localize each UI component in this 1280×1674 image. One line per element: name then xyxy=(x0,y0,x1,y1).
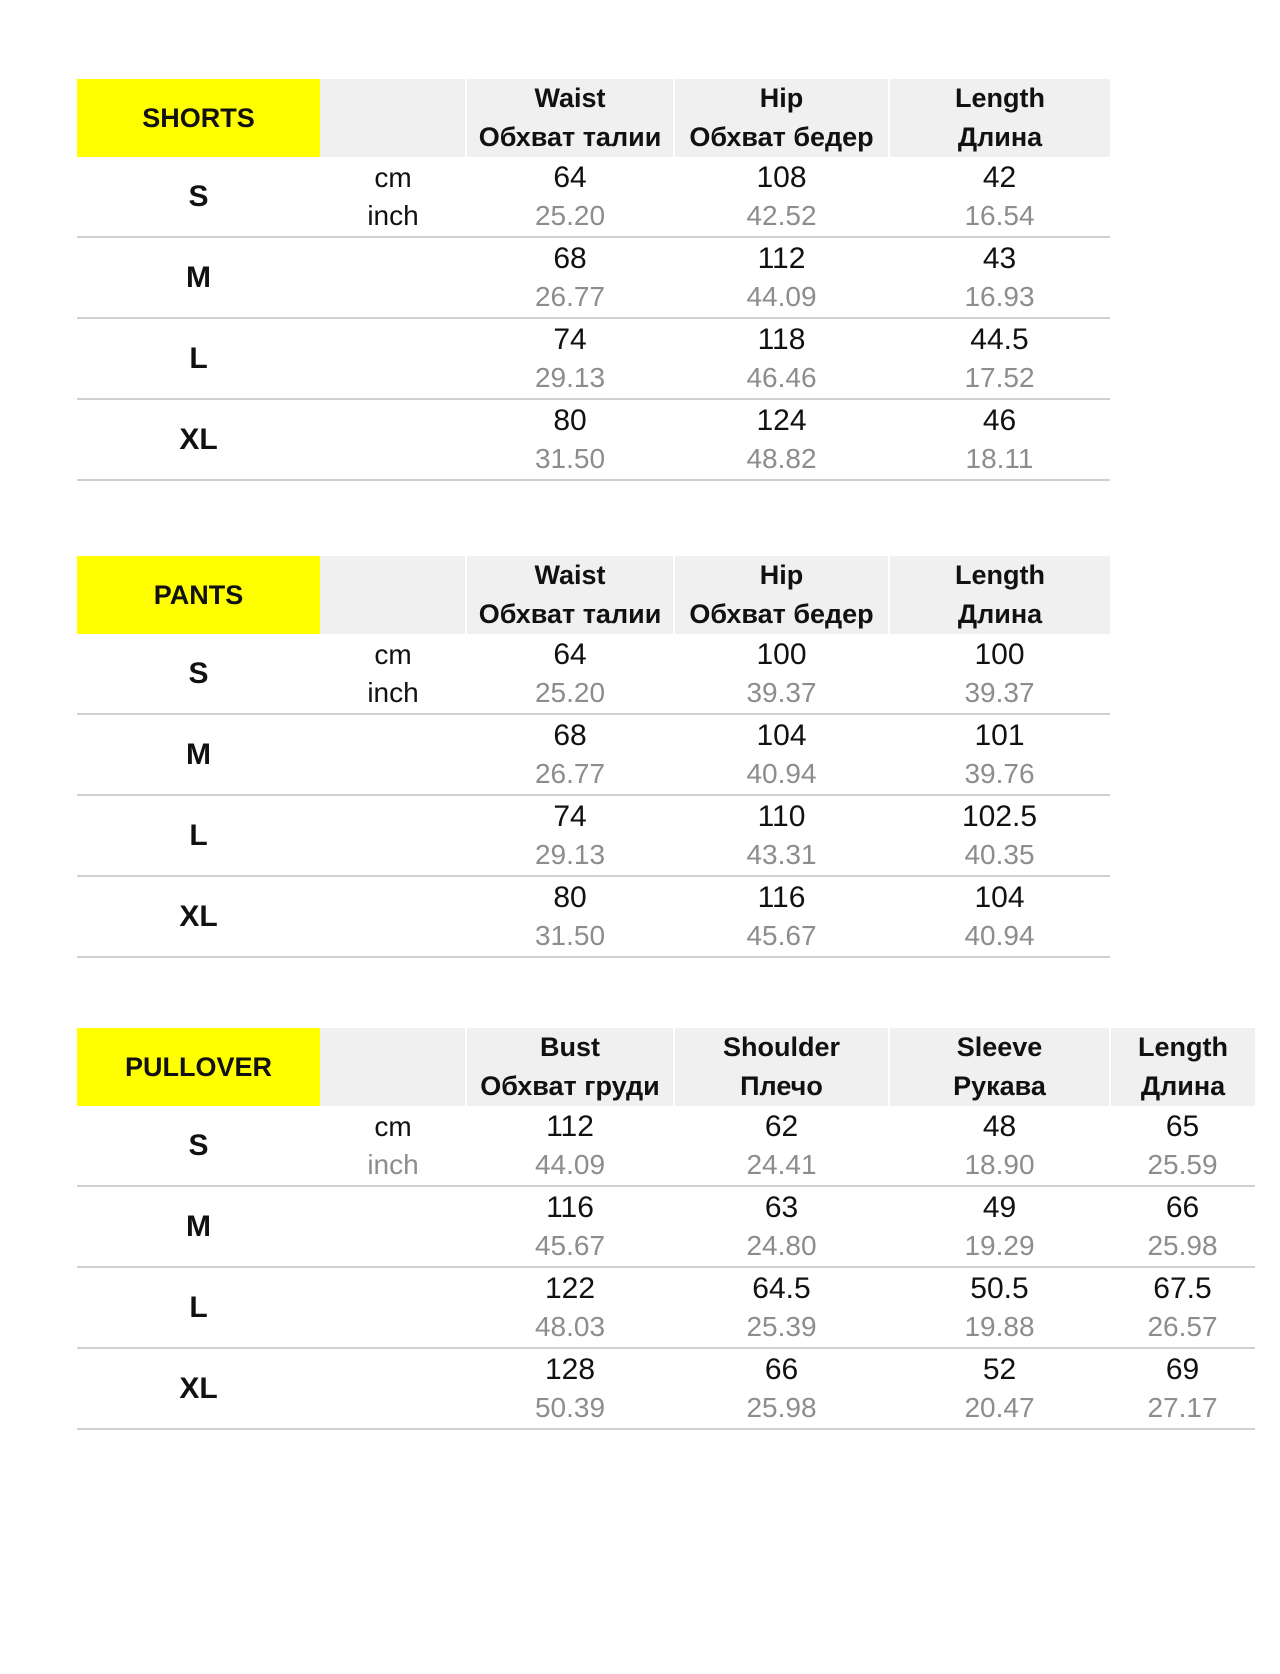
value-inch: 44.09 xyxy=(534,1149,606,1180)
value-cm: 65 xyxy=(1165,1110,1200,1143)
column-header xyxy=(466,1028,674,1106)
value-cell xyxy=(889,634,1110,714)
value-cm: 52 xyxy=(982,1353,1017,1386)
value-cm: 112 xyxy=(546,1110,594,1143)
size-label: S xyxy=(188,656,209,690)
table-header-row xyxy=(77,1028,1255,1106)
value-inch: 26.57 xyxy=(1147,1311,1218,1342)
value-cm: 102.5 xyxy=(961,800,1038,833)
size-cell xyxy=(77,876,320,957)
value-cm: 49 xyxy=(982,1191,1017,1224)
value-cell xyxy=(674,318,889,399)
value-cell xyxy=(889,318,1110,399)
size-cell xyxy=(77,795,320,876)
unit-cell xyxy=(320,714,466,795)
value-cell xyxy=(889,1348,1110,1429)
value-cell xyxy=(1110,1348,1255,1429)
column-header-en: Shoulder xyxy=(722,1032,840,1062)
table-row xyxy=(77,1267,1255,1348)
value-cm: 42 xyxy=(982,161,1017,194)
value-inch: 43.31 xyxy=(746,839,817,870)
value-inch: 39.37 xyxy=(746,677,817,708)
unit-cell xyxy=(320,1348,466,1429)
value-cm: 66 xyxy=(764,1353,799,1386)
value-cell xyxy=(889,157,1110,237)
size-label: L xyxy=(189,341,208,375)
value-cell xyxy=(466,1186,674,1267)
value-inch: 39.37 xyxy=(964,677,1035,708)
column-header-en: Hip xyxy=(759,83,804,113)
value-inch: 19.88 xyxy=(964,1311,1035,1342)
value-cm: 80 xyxy=(553,881,587,914)
value-inch: 17.52 xyxy=(964,362,1035,393)
value-inch: 25.59 xyxy=(1147,1149,1218,1180)
value-inch: 31.50 xyxy=(534,920,606,951)
table-row xyxy=(77,876,1110,957)
size-label: L xyxy=(189,1290,208,1324)
value-inch: 25.98 xyxy=(746,1392,817,1423)
value-inch: 18.90 xyxy=(964,1149,1035,1180)
unit-header-cell xyxy=(320,79,466,157)
table-row xyxy=(77,318,1110,399)
value-cm: 66 xyxy=(1165,1191,1200,1224)
value-cell xyxy=(889,714,1110,795)
table-row xyxy=(77,634,1110,714)
column-header xyxy=(889,1028,1110,1106)
value-inch: 16.93 xyxy=(964,281,1035,312)
table-row xyxy=(77,795,1110,876)
size-label: M xyxy=(186,737,211,771)
size-cell xyxy=(77,634,320,714)
column-header-en: Length xyxy=(955,83,1045,113)
size-label: M xyxy=(186,260,211,294)
value-cell xyxy=(466,399,674,480)
column-header-ru: Плечо xyxy=(740,1071,823,1101)
value-cell xyxy=(1110,1106,1255,1186)
column-header xyxy=(674,79,889,157)
unit-cell xyxy=(320,634,466,714)
value-cm: 122 xyxy=(544,1272,596,1305)
category-cell xyxy=(77,556,320,634)
value-cm: 48 xyxy=(982,1110,1017,1143)
value-cm: 67.5 xyxy=(1153,1272,1212,1305)
column-header xyxy=(674,1028,889,1106)
value-inch: 50.39 xyxy=(534,1392,606,1423)
unit-cell xyxy=(320,318,466,399)
column-header xyxy=(889,79,1110,157)
size-label: L xyxy=(189,818,208,852)
value-inch: 45.67 xyxy=(746,920,817,951)
size-cell xyxy=(77,399,320,480)
column-header-ru: Обхват бедер xyxy=(689,122,874,152)
value-cell xyxy=(674,795,889,876)
value-cm: 74 xyxy=(553,800,587,833)
size-cell xyxy=(77,157,320,237)
value-cm: 43 xyxy=(982,242,1017,275)
value-cm: 44.5 xyxy=(970,323,1029,356)
value-cm: 100 xyxy=(756,638,807,671)
value-inch: 44.09 xyxy=(746,281,817,312)
value-inch: 40.94 xyxy=(964,920,1035,951)
table-row xyxy=(77,1348,1255,1429)
size-label: S xyxy=(188,1128,209,1162)
value-cm: 112 xyxy=(757,242,806,275)
value-cell xyxy=(674,399,889,480)
column-header-ru: Обхват талии xyxy=(478,122,662,152)
column-header xyxy=(466,556,674,634)
size-cell xyxy=(77,237,320,318)
column-header-en: Hip xyxy=(759,560,804,590)
pullover-size-table xyxy=(77,1028,1255,1430)
value-cm: 100 xyxy=(974,638,1025,671)
column-header-en: Bust xyxy=(540,1032,600,1062)
value-inch: 25.20 xyxy=(534,677,606,708)
column-header xyxy=(1110,1028,1255,1106)
size-cell xyxy=(77,318,320,399)
size-label: M xyxy=(186,1209,211,1243)
value-cm: 63 xyxy=(764,1191,799,1224)
unit-cell xyxy=(320,1106,466,1186)
value-cm: 124 xyxy=(756,404,807,437)
column-header-en: Waist xyxy=(534,560,606,590)
column-header-ru: Обхват бедер xyxy=(689,599,874,629)
value-cell xyxy=(1110,1267,1255,1348)
table-row xyxy=(77,714,1110,795)
column-header-ru: Длина xyxy=(1140,1071,1226,1101)
size-cell xyxy=(77,1106,320,1186)
table-row xyxy=(77,237,1110,318)
value-cell xyxy=(674,157,889,237)
size-cell xyxy=(77,1348,320,1429)
value-cell xyxy=(889,237,1110,318)
unit-cell xyxy=(320,1186,466,1267)
value-cm: 80 xyxy=(553,404,587,437)
value-cm: 68 xyxy=(553,242,587,275)
value-cell xyxy=(466,634,674,714)
value-cell xyxy=(674,1267,889,1348)
unit-inch-label: inch xyxy=(367,199,419,231)
column-header-ru: Длина xyxy=(957,122,1043,152)
unit-cell xyxy=(320,237,466,318)
value-cell xyxy=(889,399,1110,480)
value-inch: 42.52 xyxy=(746,200,817,231)
value-cell xyxy=(1110,1186,1255,1267)
value-cell xyxy=(674,1186,889,1267)
table-row xyxy=(77,1106,1255,1186)
value-inch: 40.94 xyxy=(746,758,817,789)
value-cm: 50.5 xyxy=(970,1272,1029,1305)
value-cell xyxy=(674,1348,889,1429)
column-header-ru: Обхват талии xyxy=(478,599,662,629)
value-cell xyxy=(466,157,674,237)
category-cell xyxy=(77,1028,320,1106)
value-cell xyxy=(466,318,674,399)
value-inch: 48.82 xyxy=(746,443,817,474)
column-header xyxy=(889,556,1110,634)
unit-cell xyxy=(320,1267,466,1348)
value-cell xyxy=(674,237,889,318)
unit-header-cell xyxy=(320,556,466,634)
value-cell xyxy=(674,1106,889,1186)
value-inch: 25.98 xyxy=(1147,1230,1218,1261)
category-cell xyxy=(77,79,320,157)
value-inch: 45.67 xyxy=(534,1230,606,1261)
value-cell xyxy=(466,1106,674,1186)
value-cell xyxy=(889,795,1110,876)
value-cm: 64 xyxy=(553,638,587,671)
value-cell xyxy=(674,714,889,795)
column-header-ru: Рукава xyxy=(953,1071,1046,1101)
pants-size-table xyxy=(77,556,1110,958)
category-label: SHORTS xyxy=(142,102,255,133)
value-cell xyxy=(466,876,674,957)
value-inch: 40.35 xyxy=(964,839,1035,870)
value-cell xyxy=(889,1186,1110,1267)
unit-inch-label: inch xyxy=(367,676,419,708)
value-inch: 31.50 xyxy=(534,443,606,474)
value-inch: 39.76 xyxy=(964,758,1035,789)
unit-inch-label: inch xyxy=(367,1148,419,1180)
value-inch: 24.80 xyxy=(746,1230,817,1261)
shorts-size-table xyxy=(77,79,1110,481)
size-label: XL xyxy=(179,1371,218,1405)
value-cm: 69 xyxy=(1165,1353,1200,1386)
size-label: XL xyxy=(179,422,218,456)
value-cell xyxy=(889,1267,1110,1348)
unit-cell xyxy=(320,795,466,876)
value-cm: 64 xyxy=(553,161,587,194)
value-inch: 48.03 xyxy=(534,1311,606,1342)
value-cm: 46 xyxy=(982,404,1017,437)
size-cell xyxy=(77,714,320,795)
value-inch: 29.13 xyxy=(534,362,606,393)
value-cm: 64.5 xyxy=(752,1272,811,1305)
size-cell xyxy=(77,1267,320,1348)
category-label: PULLOVER xyxy=(124,1051,272,1082)
unit-cm-label: cm xyxy=(374,638,412,670)
column-header-en: Length xyxy=(955,560,1045,590)
value-cm: 62 xyxy=(764,1110,799,1143)
unit-cm-label: cm xyxy=(374,1110,412,1142)
value-cm: 68 xyxy=(553,719,587,752)
value-cm: 116 xyxy=(757,881,806,914)
value-inch: 16.54 xyxy=(964,200,1035,231)
value-cell xyxy=(466,795,674,876)
value-cm: 116 xyxy=(546,1191,594,1224)
value-cell xyxy=(674,876,889,957)
column-header-en: Length xyxy=(1138,1032,1228,1062)
column-header-ru: Обхват груди xyxy=(480,1071,660,1101)
value-inch: 24.41 xyxy=(746,1149,817,1180)
column-header xyxy=(466,79,674,157)
unit-cell xyxy=(320,876,466,957)
column-header-en: Waist xyxy=(534,83,606,113)
value-cell xyxy=(466,237,674,318)
value-inch: 25.20 xyxy=(534,200,606,231)
value-cm: 104 xyxy=(756,719,807,752)
value-inch: 27.17 xyxy=(1147,1392,1218,1423)
value-inch: 29.13 xyxy=(534,839,606,870)
category-label: PANTS xyxy=(153,579,244,610)
unit-cell xyxy=(320,157,466,237)
unit-cm-label: cm xyxy=(374,161,412,193)
value-cm: 104 xyxy=(974,881,1025,914)
value-cell xyxy=(466,714,674,795)
column-header-ru: Длина xyxy=(957,599,1043,629)
value-cm: 101 xyxy=(974,719,1025,752)
value-inch: 26.77 xyxy=(534,281,606,312)
value-inch: 46.46 xyxy=(746,362,817,393)
size-cell xyxy=(77,1186,320,1267)
table-header-row xyxy=(77,79,1110,157)
table-row xyxy=(77,399,1110,480)
value-cell xyxy=(466,1267,674,1348)
value-cell xyxy=(466,1348,674,1429)
value-inch: 20.47 xyxy=(964,1392,1035,1423)
column-header xyxy=(674,556,889,634)
value-cell xyxy=(674,634,889,714)
value-inch: 18.11 xyxy=(965,443,1034,474)
size-label: XL xyxy=(179,899,218,933)
value-cm: 128 xyxy=(544,1353,596,1386)
size-label: S xyxy=(188,179,209,213)
table-header-row xyxy=(77,556,1110,634)
table-row xyxy=(77,1186,1255,1267)
value-cell xyxy=(889,876,1110,957)
value-cm: 110 xyxy=(757,800,806,833)
table-row xyxy=(77,157,1110,237)
unit-cell xyxy=(320,399,466,480)
column-header-en: Sleeve xyxy=(956,1032,1043,1062)
value-inch: 26.77 xyxy=(534,758,606,789)
value-inch: 19.29 xyxy=(964,1230,1035,1261)
value-cm: 108 xyxy=(756,161,807,194)
value-cm: 74 xyxy=(553,323,587,356)
value-inch: 25.39 xyxy=(746,1311,817,1342)
value-cell xyxy=(889,1106,1110,1186)
value-cm: 118 xyxy=(757,323,806,356)
unit-header-cell xyxy=(320,1028,466,1106)
